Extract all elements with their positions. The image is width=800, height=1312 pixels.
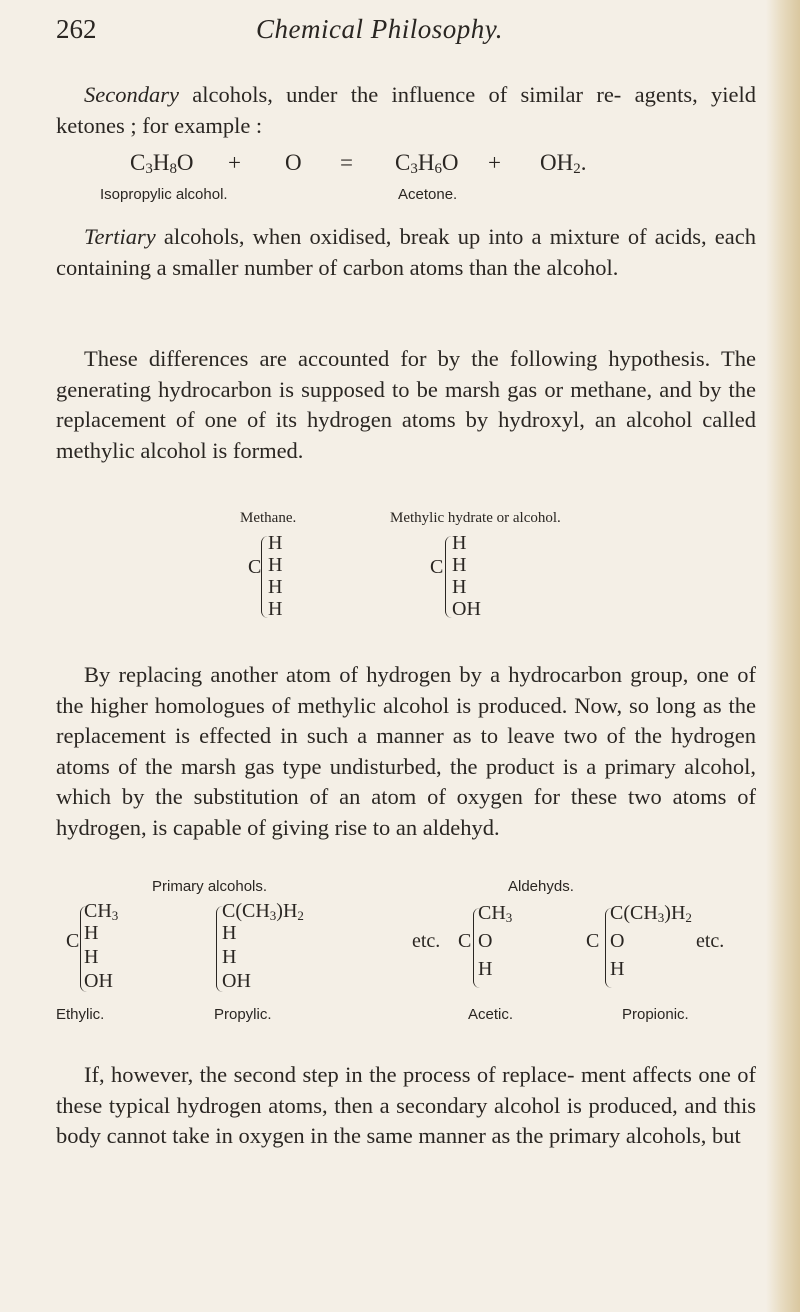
ethylic-atom: $CH_3$	[84, 900, 119, 923]
term-secondary: Secondary	[84, 82, 179, 107]
paragraph-secondary-alcohols	[56, 80, 756, 141]
propionic-carbon: C	[586, 930, 600, 952]
plus-sign: +	[488, 150, 501, 175]
running-title: Chemical Philosophy.	[256, 14, 503, 44]
caption-propionic: Propionic.	[622, 1006, 689, 1023]
paragraph-text: alcohols, under the influence of similar re- agents, yield ketones ; for example :	[56, 82, 756, 138]
methane-atom: H	[268, 532, 283, 554]
methylic-atom: H	[452, 554, 467, 576]
methane-atom: H	[268, 554, 283, 576]
ethylic-atom: H	[84, 946, 99, 968]
ethylic-atom: H	[84, 922, 99, 944]
caption-aldehyds: Aldehyds.	[508, 878, 574, 895]
acetic-atom: H	[478, 958, 493, 980]
acetic-atom: O	[478, 930, 493, 952]
figure-primary-alcohols-aldehyds	[0, 878, 800, 1028]
paragraph-hypothesis: These differences are accounted for by the following hypothesis. The generating hydrocarbon is supposed to be marsh gas or methane, and by the replacement of one of its hydrogen atoms by hydroxyl, an alcohol called methylic alcohol is formed.	[56, 346, 756, 463]
propionic-atom: H	[610, 958, 625, 980]
plus-sign: +	[228, 150, 241, 175]
caption-isopropylic: Isopropylic alcohol.	[100, 186, 228, 203]
methane-atom: H	[268, 598, 283, 620]
propylic-atom: $C(CH_3)H_2$	[222, 900, 304, 923]
methane-carbon: C	[248, 556, 262, 578]
methylic-atom: H	[452, 576, 467, 598]
caption-methane: Methane.	[240, 510, 297, 526]
acetic-carbon: C	[458, 930, 472, 952]
caption-acetic: Acetic.	[468, 1006, 514, 1023]
methylic-atom: H	[452, 532, 467, 554]
propionic-atom: O	[610, 930, 625, 952]
caption-primary-alcohols: Primary alcohols.	[152, 878, 268, 895]
methylic-carbon: C	[430, 556, 444, 578]
paragraph-secondary-produced: If, however, the second step in the process of replace- ment affects one of these typical hydrogen atoms, then a secondary alcohol is produced, and this body cannot take in oxygen in the same manner as the primary alcohols, but	[56, 1062, 756, 1148]
etc-label: etc.	[412, 930, 441, 952]
caption-propylic: Propylic.	[214, 1006, 272, 1023]
paragraph-tertiary-alcohols	[56, 222, 756, 283]
formula-acetone: $C_3H_6O$	[395, 150, 459, 177]
caption-acetone: Acetone.	[398, 186, 458, 203]
term-tertiary: Tertiary	[84, 224, 156, 249]
figure-methane-methylic	[0, 510, 800, 660]
methane-atom: H	[268, 576, 283, 598]
methane-brace	[261, 536, 268, 618]
propionic-atom: $C(CH_3)H_2$	[610, 902, 692, 925]
propylic-atom: OH	[222, 970, 251, 992]
ketone-equation	[0, 150, 800, 210]
propylic-atom: H	[222, 946, 237, 968]
paragraph-text: alcohols, when oxidised, break up into a mixture of acids, each containing a smaller number of carbon atoms than the alcohol.	[56, 224, 756, 280]
caption-ethylic: Ethylic.	[56, 1006, 105, 1023]
methylic-atom: OH	[452, 598, 481, 620]
etc-label: etc.	[696, 930, 725, 952]
propylic-atom: H	[222, 922, 237, 944]
paragraph-homologues: By replacing another atom of hydrogen by a hydrocarbon group, one of the higher homologues of methylic alcohol is produced. Now, so long as the replacement is effected in such a manner as to leave two of the hydrogen atoms of the marsh gas type undisturbed, the product is a primary alcohol, which by the substitution of an atom of oxygen for these two atoms of hydrogen, is capable of giving rise to an aldehyd.	[56, 662, 756, 840]
formula-isopropylic: $C_3H_8O$	[130, 150, 194, 177]
ethylic-atom: OH	[84, 970, 113, 992]
equals-sign: =	[340, 150, 353, 175]
methylic-brace	[445, 536, 452, 618]
page-header	[56, 14, 756, 54]
oxygen-atom: O	[285, 150, 302, 175]
caption-methylic: Methylic hydrate or alcohol.	[390, 510, 561, 526]
ethylic-carbon: C	[66, 930, 80, 952]
formula-water: $OH_2$.	[540, 150, 587, 177]
page-number: 262	[56, 14, 97, 44]
acetic-atom: $CH_3$	[478, 902, 513, 925]
